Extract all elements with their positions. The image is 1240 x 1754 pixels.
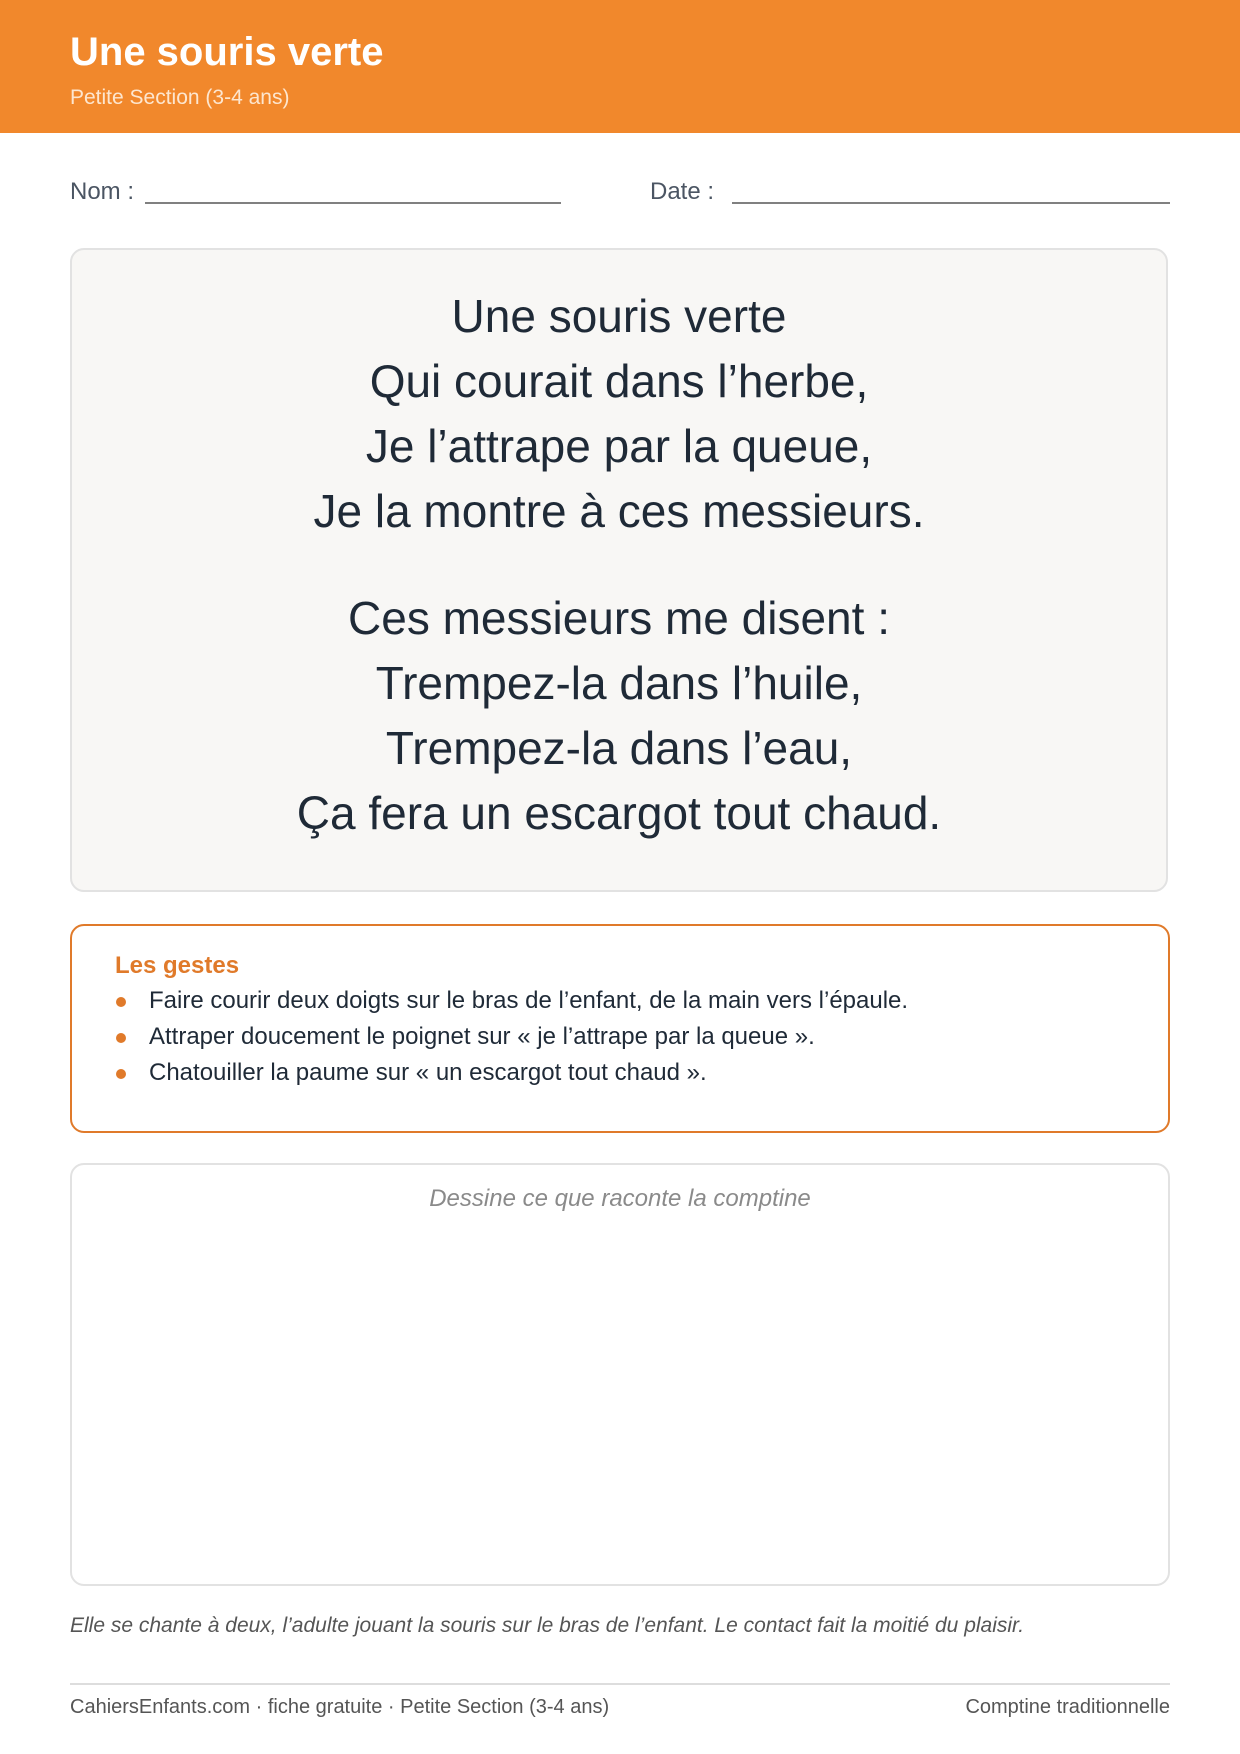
list-item [115, 1055, 908, 1091]
poem-box [70, 248, 1168, 892]
date-field[interactable] [732, 202, 1170, 204]
note-text: Elle se chante à deux, l’adulte jouant la souris sur le bras de l’enfant. Le contact fait la moitié du plaisir. [70, 1614, 1025, 1637]
stanza-2 [72, 586, 1166, 846]
list-item [115, 983, 908, 1019]
name-label: Nom : [70, 178, 135, 205]
drawing-prompt: Dessine ce que raconte la comptine [429, 1185, 811, 1212]
bullet-icon [116, 1069, 126, 1079]
name-field[interactable] [145, 202, 561, 204]
stanza-1 [72, 284, 1166, 544]
footer-left: CahiersEnfants.com · fiche gratuite · Petite Section (3-4 ans) [70, 1696, 610, 1718]
verse: Ces messieurs me disent : [348, 592, 890, 644]
verse: Ça fera un escargot tout chaud. [296, 787, 942, 839]
gesture-text: Chatouiller la paume sur « un escargot tout chaud ». [149, 1059, 707, 1086]
verse: Une souris verte [451, 290, 787, 342]
bullet-icon [116, 997, 126, 1007]
list-item [115, 1019, 908, 1055]
gesture-text: Attraper doucement le poignet sur « je l’attrape par la queue ». [149, 1023, 815, 1050]
verse: Qui courait dans l’herbe, [369, 355, 869, 407]
date-label: Date : [650, 178, 715, 205]
gestures-box [70, 924, 1170, 1133]
header-banner [0, 0, 1240, 133]
drawing-area[interactable] [70, 1163, 1170, 1586]
bullet-icon [116, 1033, 126, 1043]
footer-divider [70, 1683, 1170, 1685]
verse: Je l’attrape par la queue, [365, 420, 873, 472]
gesture-text: Faire courir deux doigts sur le bras de l’enfant, de la main vers l’épaule. [149, 987, 909, 1014]
page-title: Une souris verte [70, 30, 384, 74]
verse: Trempez-la dans l’huile, [375, 657, 863, 709]
gestures-title: Les gestes [115, 952, 240, 979]
page-subtitle: Petite Section (3-4 ans) [70, 86, 290, 109]
verse: Trempez-la dans l’eau, [385, 722, 853, 774]
footer-right: Comptine traditionnelle [965, 1696, 1170, 1718]
gestures-list [115, 983, 908, 1091]
verse: Je la montre à ces messieurs. [313, 485, 925, 537]
